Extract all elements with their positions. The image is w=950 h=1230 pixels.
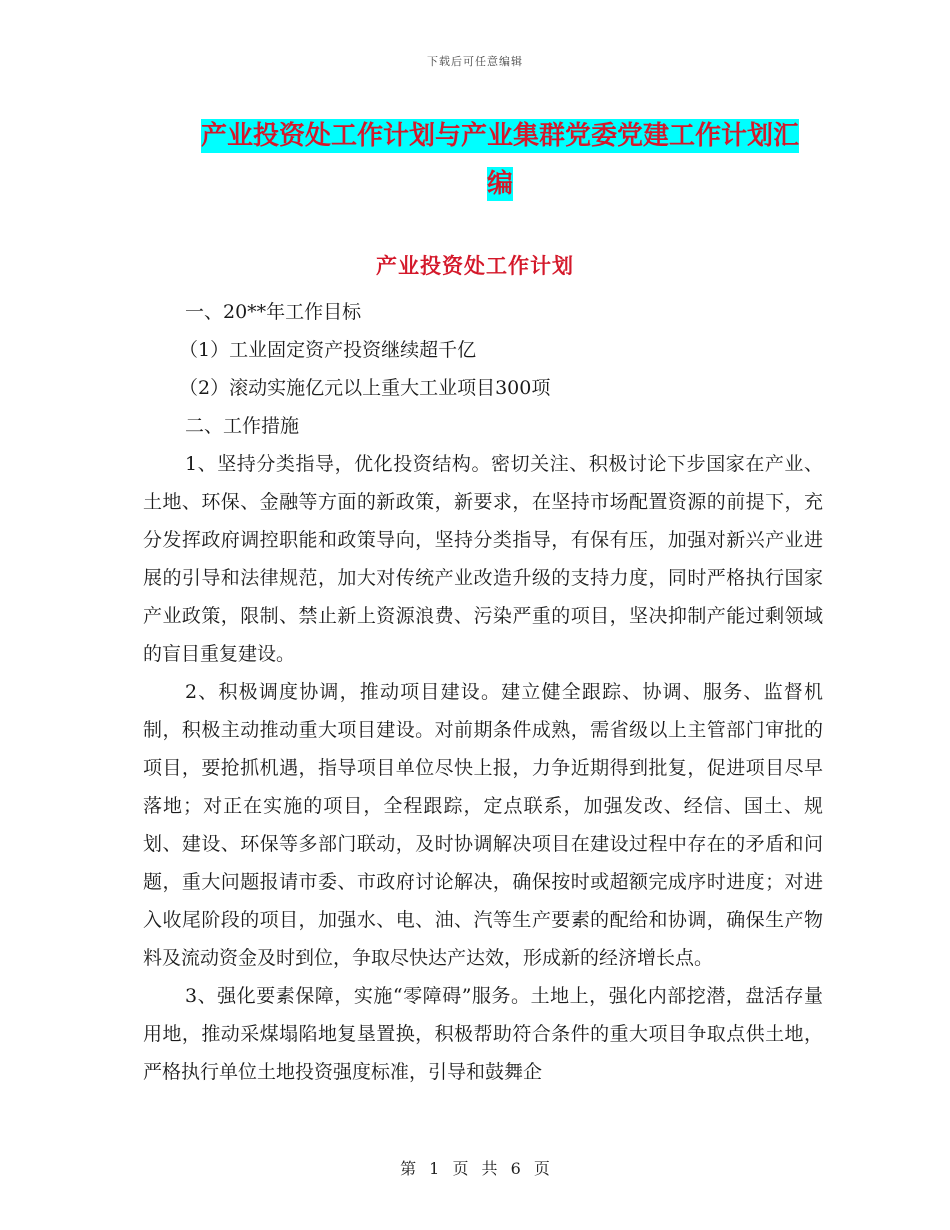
paragraph-measures-heading: 二、工作措施 (185, 415, 300, 437)
paragraph-goal-1: （1）工业固定资产投资继续超千亿 (179, 339, 477, 361)
document-title-line-2: 编 (486, 169, 513, 199)
document-body (143, 293, 823, 1091)
document-title-line-1: 产业投资处工作计划与产业集群党委党建工作计划汇 (200, 121, 799, 151)
page-header-note: 下载后可任意编辑 (427, 55, 523, 68)
section-title: 产业投资处工作计划 (376, 254, 574, 278)
paragraph-measure-3: 3、强化要素保障，实施“零障碍”服务。土地上，强化内部挖潜，盘活存量用地，推动采煤塌陷地复垦置换，积极帮助符合条件的重大项目争取点供土地，严格执行单位土地投资强度标准，引导和鼓舞企 (143, 985, 823, 1083)
page-number: 第 1 页 共 6 页 (400, 1159, 550, 1178)
paragraph-measure-1: 1、坚持分类指导，优化投资结构。密切关注、积极讨论下步国家在产业、土地、环保、金融等方面的新政策，新要求，在坚持市场配置资源的前提下，充分发挥政府调控职能和政策导向，坚持分类指导，有保有压，加强对新兴产业进展的引导和法律规范，加大对传统产业改造升级的支持力度，同时严格执行国家产业政策，限制、禁止新上资源浪费、污染严重的项目，坚决抑制产能过剩领域的盲目重复建设。 (143, 453, 823, 665)
document-title (190, 112, 810, 208)
paragraph-goal-2: （2）滚动实施亿元以上重大工业项目300项 (179, 377, 551, 399)
paragraph-measure-2: 2、积极调度协调，推动项目建设。建立健全跟踪、协调、服务、监督机制，积极主动推动重大项目建设。对前期条件成熟，需省级以上主管部门审批的项目，要抢抓机遇，指导项目单位尽快上报，力争近期得到批复，促进项目尽早落地；对正在实施的项目，全程跟踪，定点联系，加强发改、经信、国土、规划、建设、环保等多部门联动，及时协调解决项目在建设过程中存在的矛盾和问题，重大问题报请市委、市政府讨论解决，确保按时或超额完成序时进度；对进入收尾阶段的项目，加强水、电、油、汽等生产要素的配给和协调，确保生产物料及流动资金及时到位，争取尽快达产达效，形成新的经济增长点。 (143, 681, 823, 969)
paragraph-goals-heading: 一、20**年工作目标 (185, 301, 362, 323)
